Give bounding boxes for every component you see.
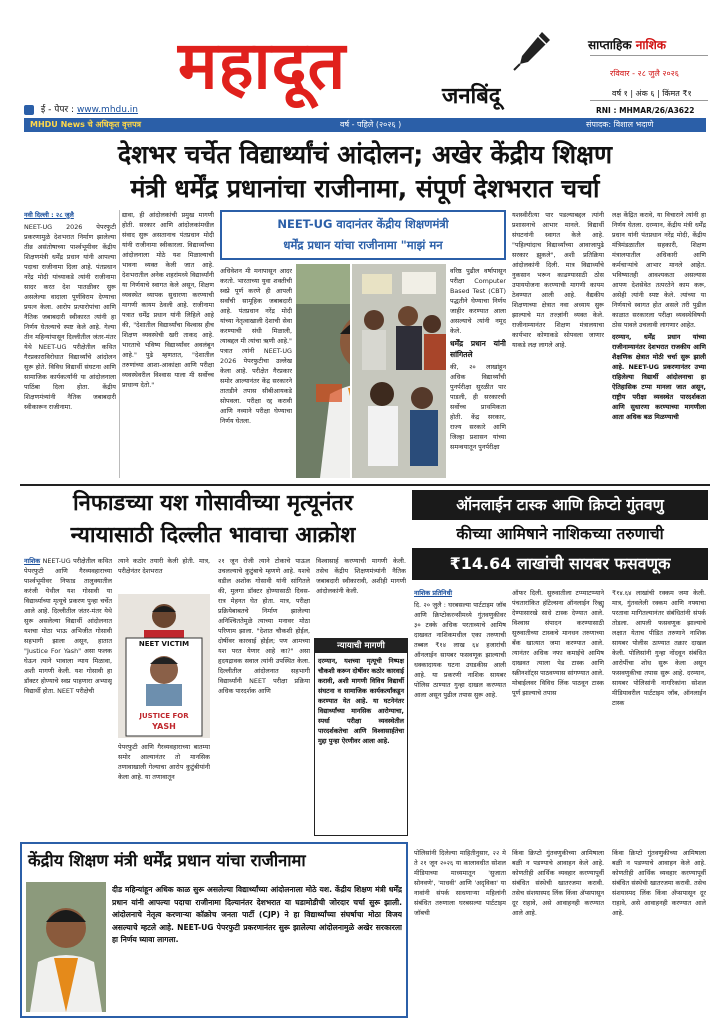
story3-text-col3: ₹१४.६४ लाखांची रक्कम जमा केली. मात्र, गुंतवलेली रक्कम आणि नफ्याचा परतावा मागितल्यानंतर संबंधितांनी संपर्क तोडला. आपली फसवणूक झाल्याचे लक्षात येताच पीडित तरुणाने नाशिक सायबर पोलीस ठाण्यात तक्रार दाखल केली. पोलिसांनी गुन्हा नोंदवून संबंधित आरोपींचा शोध सुरू केला असून फसवणुकीचा तपास सुरू आहे. दरम्यान, सायबर पोलिसांनी नागरिकांना सोशल मीडियावरील पार्टटाइम जॉब, ऑनलाईन टास्क — [612, 589, 706, 707]
story3-text-col1: दि. २० जुलै : घरबसल्या पार्टटाइम जॉब आणि क्रिप्टोकरन्सीमध्ये गुंतवणुकीवर ३० टक्के अधिक परताव्याचे आमिष दाखवत नाशिकमधील एका तरुणाची तब्बल ₹१४ लाख ६४ हजारांची ऑनलाईन सायबर फसवणूक झाल्याची धक्कादायक घटना उघडकीस आली आहे. या प्रकरणी नाशिक सायबर पोलिस ठाण्यात गुन्हा दाखल करण्यात आला असून पुढील तपास सुरू आहे. — [414, 601, 506, 699]
story3-col5 — [512, 848, 604, 1014]
epaper-row — [24, 102, 138, 115]
story1-text-col1: NEET-UG 2026 पेपरफुटी प्रकरणामुळे देशभरात निर्माण झालेल्या तीव्र असंतोषाच्या पार्श्वभूमीवर केंद्रीय शिक्षणमंत्री धर्मेंद्र प्रधान यांनी आपल्या पदाचा राजीनामा दिला आहे. पंतप्रधान नरेंद्र मोदी यांच्याकडे त्यांनी राजीनामा सादर करत देश पातळीवर सुरू असलेल्या वादाला पूर्णविराम देण्याचा प्रयत्न केला. आरोप प्रत्यारोपांचा आणि नैतिक जबाबदारी स्वीकारत त्यांनी हा निर्णय घेतल्याचे स्पष्ट केले आहे. गेल्या तीन महिन्यांपासून दिल्लीतील जंतर-मंतर येथे NEET-UG परीक्षेतील कथित गैरप्रकाराविरोधात विद्यार्थ्यांचे आंदोलन सुरू होते. विविध विद्यार्थी संघटना आणि सामाजिक कार्यकर्त्यांनी या आंदोलनाला पाठिंबा दिला होता. केंद्रीय शिक्षणमंत्र्यांनी नैतिक जबाबदारी स्वीकारून राजीनामा. — [24, 223, 116, 411]
story2-col4-top — [316, 556, 406, 636]
story3-text-col2: ऑफर दिली. सुरुवातीला टप्प्याटप्प्याने पंचतारांकित हॉटेल्सना ऑनलाईन रिव्ह्यू देण्यासारखे साधे टास्क देण्यात आले. विश्वास संपादन करण्यासाठी सुरुवातीच्या टास्कचे मानधन तरुणाच्या बँक खात्यात जमा करण्यात आले. त्यानंतर अधिक नफा कमाईचे आमिष दाखवत त्याला पेड टास्क आणि स्क्रीनशॉट्स पाठवण्यास सांगण्यात आले. मोबाईलवर विविध लिंक पाठवून टास्क पूर्ण झाल्याचे तपास — [512, 589, 604, 697]
story1-col2 — [122, 210, 214, 478]
story2-headline — [20, 488, 406, 552]
epaper-link[interactable]: www.mhdu.in — [76, 105, 139, 115]
edition-type: साप्ताहिक — [588, 38, 632, 52]
story4-headline: केंद्रीय शिक्षण मंत्री धर्मेंद्र प्रधान यांचा राजीनामा — [28, 851, 306, 870]
story2-text-col3: २१ जून रोजी त्याने टोकाचे पाऊल उचलल्याचे कुटुंबाचे म्हणणे आहे. यशचे वडील अशोक गोसावी यांनी सांगितले की, मुलगा डॉक्टर होण्यासाठी दिवस-रात्र मेहनत घेत होता. मात्र, परीक्षा प्रक्रियेबाबतचे निर्माण झालेल्या अनिश्चिततेमुळे त्याच्या मनावर मोठा परिणाम झाला. "देशात चौकशी होईल, दोषींवर कारवाई होईल; पण आमच्या यश परत येणार आहे का?" असा हृदयद्रावक सवाल त्यांनी उपस्थित केला. दिल्लीतील आंदोलनात सहभागी विद्यार्थ्यांनी NEET परीक्षा प्रक्रिया अधिक पारदर्शक आणि — [218, 557, 310, 695]
story3-text-col5: किंवा क्रिप्टो गुंतवणुकीच्या आमिषाला बळी न पडण्याचे आवाहन केले आहे. कोणतीही आर्थिक व्यवहार करण्यापूर्वी संबंधित संस्थेची खातरजमा करावी. तसेच संशयास्पद लिंक किंवा ॲप्सपासून दूर राहावे, असे आवाहनही करण्यात आले आहे. — [512, 849, 604, 917]
story3-col5b — [612, 848, 706, 1014]
info-bar — [24, 118, 706, 132]
edition-block — [588, 36, 706, 53]
story2-text-col2-bottom: पेपरफुटी आणि गैरव्यवहाराच्या बातम्या समोर आल्यानंतर तो मानसिक तणावाखाली गेल्याचा आरोप कुटुंबीयांनी केला आहे. या तणावातून — [118, 743, 210, 781]
story3-headline-line2: कीच्या आमिषाने नाशिकच्या तरुणाची — [456, 525, 664, 543]
story2-dateline: नाशिक — [24, 557, 41, 565]
story2-col2-bottom — [118, 742, 210, 836]
story3-headline-box — [412, 490, 708, 582]
story2-text-col1: NEET-UG परीक्षेतील कथित पेपरफुटी आणि गैरव्यवहाराच्या पार्श्वभूमीवर निफाड तालुक्यातील करंजी येथील यश गोसावी या विद्यार्थ्याच्या मृत्यूचे प्रकरण पुन्हा चर्चेत आले आहे. दिल्लीतील जंतर-मंतर येथे सुरू असलेल्या विद्यार्थी आंदोलनात यशचा मोठा भाऊ अभिजीत गोसावी सहभागी झाला असून, हातात "Justice For Yash" असा फलक घेऊन त्याने भावाला न्याय मिळावा, अशी मागणी केली. यश गोसावी हा डॉक्टर होण्याचे स्वप्न पाहणारा अभ्यासू विद्यार्थी होता. NEET परीक्षेची — [24, 557, 112, 695]
story2-text-col4-top: विश्वासार्ह करण्याची मागणी केली. तसेच केंद्रीय शिक्षणमंत्र्यांनी नैतिक जबाबदारी स्वीकारावी, अशीही मागणी आंदोलकांनी केली. — [316, 557, 406, 595]
story1-col3 — [220, 266, 292, 478]
issue-line: वर्ष १ | अंक ६ | किंमत ₹१ — [612, 89, 692, 98]
newspaper-name: महादूत — [178, 26, 347, 104]
story2-box — [314, 638, 408, 836]
epaper-icon — [24, 105, 34, 115]
pen-icon — [512, 30, 552, 72]
story1-headline — [20, 138, 710, 206]
info-bar-left: MHDU News चे अधिकृत वृत्तपत्र — [30, 120, 142, 129]
rni-number: RNI : MHMAR/26/A3622 — [596, 106, 695, 115]
story1-col6 — [612, 210, 706, 478]
story4-body: दीड महिन्यांहून अधिक काळ सुरू असलेल्या विद्यार्थ्यांच्या आंदोलनाला मोठे यश. केंद्रीय शिक्षण मंत्री धर्मेंद्र प्रधान यांनी आपल्या पदाचा राजीनामा दिल्यानंतर देशभरात या घडामोडीची जोरदार चर्चा सुरू झाली. आंदोलनाचे नेतृत्व करणाऱ्या कॉक्रोच जनता पार्टी (CJP) ने हा विद्यार्थ्यांच्या संघर्षाचा मोठा विजय असल्याचे म्हटले आहे. NEET-UG पेपरफुटी प्रकरणानंतर सुरू झालेल्या आंदोलनामुळे अखेर सरकारला हा निर्णय घ्यावा लागला. — [112, 885, 402, 945]
story1-text-col6-bold: दरम्यान, धर्मेंद्र प्रधान यांच्या राजीनाम्यानंतर देशभरात राजकीय आणि शैक्षणिक क्षेत्रात मोठी चर्चा सुरू झाली आहे. NEET-UG प्रकरणानंतर उभ्या राहिलेल्या विद्यार्थी आंदोलनाचा हा ऐतिहासिक टप्पा मानला जात असून, राष्ट्रीय परीक्षा व्यवस्थेत पारदर्शकता आणि सुधारणा करण्याच्या मागणीला आता अधिक बळ मिळण्याची — [612, 333, 706, 421]
story1-text-col2: द्यावा, ही आंदोलकांची प्रमुख मागणी होती. सरकार आणि आंदोलकांमधील संवाद सुरू असतानाच पंतप्रधान मोदी यांनी राजीनामा स्वीकारला. विद्यार्थ्यांच्या आंदोलनाला मोठे यश मिळाल्याची भावना व्यक्त केली जात आहे. देशभरातील अनेक शहरांमध्ये विद्यार्थ्यांनी या निर्णयाचे स्वागत केले असून, शिक्षण व्यवस्थेत व्यापक सुधारणा करण्याची मागणी कायम ठेवली आहे. राजीनामा पत्रात धर्मेंद्र प्रधान यांनी लिहिले आहे की, "देशातील विद्यार्थ्यांचा विश्वास हीच शिक्षण व्यवस्थेची खरी ताकद आहे. भारताचे भविष्य विद्यार्थ्यांवर अवलंबून आहे." पुढे म्हणतात, "देशातील तरुणांच्या आशा-आकांक्षा आणि परीक्षा व्यवस्थेवरील विश्वास याला मी सर्वोच्च प्राधान्य देतो." — [122, 211, 214, 389]
story4-photo — [26, 882, 106, 1012]
story1-banner-line1: NEET-UG वादानंतर केंद्रीय शिक्षणमंत्री — [277, 217, 449, 231]
story1-banner-line2: धर्मेंद्र प्रधान यांचा राजीनामा "माझं मन — [283, 238, 443, 252]
story3-col2 — [512, 588, 604, 836]
story1-col1 — [24, 210, 116, 478]
epaper-label: ई - पेपर : — [40, 105, 75, 115]
story1-text-col4: वरिष्ठ पुढील वर्षापासून परीक्षा Computer Based Test (CBT) पद्धतीने घेण्याचा निर्णय जाहीर करण्यात आला असल्याचे त्यांनी नमूद केले. — [450, 267, 506, 335]
sign-text-justice: JUSTICE FOR — [139, 712, 189, 720]
story3-headline-line3: ₹14.64 लाखांची सायबर फसवणूक — [412, 548, 708, 580]
edition-city: नाशिक — [635, 38, 667, 52]
story2-box-text: दरम्यान, यशच्या मृत्यूची निष्पक्ष चौकशी करून दोषींवर कठोर कारवाई करावी, अशी मागणी विविध विद्यार्थी संघटना व सामाजिक कार्यकर्त्यांकडून करण्यात येत आहे. या घटनेनंतर विद्यार्थ्यांच्या मानसिक आरोग्याचा, स्पर्धा परीक्षा व्यवस्थेतील पारदर्शकतेचा आणि विश्वासार्हतेचा मुद्दा पुन्हा ऐरणीवर आला आहे. — [318, 657, 404, 745]
story2-headline-line2: न्यायासाठी दिल्लीत भावाचा आक्रोश — [70, 523, 356, 548]
story3-col1 — [414, 588, 506, 836]
story1-banner — [220, 210, 506, 260]
story1-text-col6: लक्ष केंद्रित करावे, या विचाराने त्यांनी हा निर्णय घेतला. दरम्यान, केंद्रीय मंत्री धर्मेंद्र प्रधान यांनी पंतप्रधान नरेंद्र मोदी, केंद्रीय मंत्रिमंडळातील सहकारी, शिक्षण मंत्रालयातील अधिकारी आणि कर्मचाऱ्यांचे आभार मानले आहेत. भविष्यातही आवश्यकता असल्यास आपण देशसेवेत तत्परतेने काम करू, असेही त्यांनी स्पष्ट केले. त्यांच्या या निर्णयाचे स्वागत होत असले तरी पुढील काळात सरकारला परीक्षा व्यवस्थेविषयी ठोस पावले उचलावी लागणार आहेत. — [612, 211, 706, 329]
sign-text-victim: NEET VICTIM — [138, 640, 190, 648]
story2-col1 — [24, 556, 112, 836]
yash-photo — [118, 594, 210, 738]
info-bar-right: संपादक: विशाल भदाणे — [586, 120, 654, 129]
story3-headline-line1: ऑनलाईन टास्क आणि क्रिप्टो गुंतवणु — [412, 490, 708, 520]
story1-text-col3: अधिवेशन मी मनापासून आदर करतो. भारताच्या युवा शक्तीची स्वप्ने पूर्ण करणे ही आपली सर्वांची सामूहिक जबाबदारी आहे. पंतप्रधान नरेंद्र मोदी यांच्या नेतृत्वाखाली देशाची सेवा करण्याची संधी मिळाली, त्याबद्दल मी त्यांचा ऋणी आहे." पत्रात त्यांनी NEET-UG 2026 पेपरफुटीचा उल्लेख केला आहे. परीक्षेत गैरप्रकार समोर आल्यानंतर केंद्र सरकारने तातडीने तपास सीबीआयकडे सोपवला. परीक्षा रद्द करावी आणि नव्याने परीक्षा घेण्याचा निर्णय घेतला. — [220, 267, 292, 425]
story1-headline-line2: मंत्री धर्मेंद्र प्रधानांचा राजीनामा, संपूर्ण देशभरात चर्चा — [130, 174, 600, 203]
story1-dateline: नवी दिल्ली : २८ जुलै — [24, 211, 74, 219]
story2-headline-line1: निफाडच्या यश गोसावीच्या मृत्यूनंतर — [72, 491, 353, 516]
story3-text-col4: पोलिसांनी दिलेल्या माहितीनुसार, २२ मे ते २१ जून २०२६ या कालावधीत सोशल मीडियाच्या माध्यमातून 'सुजाता सोनवणे', 'माधवी' आणि 'अदृविका' या नावांनी संपर्क साधणाऱ्या महिलांनी संबंधित तरुणाला घरबसल्या पार्टटाइम जॉबची — [414, 849, 506, 917]
story2-col2-top — [118, 556, 210, 592]
info-bar-center: वर्ष - पहिले (२०२६ ) — [340, 120, 402, 129]
story1-headline-line1: देशभर चर्चेत विद्यार्थ्यांचं आंदोलन; अखेर केंद्रीय शिक्षण — [117, 140, 613, 169]
story1-col4 — [450, 266, 506, 478]
story2-col3 — [218, 556, 310, 836]
story3-text-col5-continued: किंवा क्रिप्टो गुंतवणुकीच्या आमिषाला बळी न पडण्याचे आवाहन केले आहे. कोणतीही आर्थिक व्यवहार करण्यापूर्वी संबंधित संस्थेची खातरजमा करावी. तसेच संशयास्पद लिंक किंवा ॲप्सपासून दूर राहावे, असे आवाहनही करण्यात आले आहे. — [612, 849, 706, 917]
story1-text-col5: यशस्वीरीत्या पार पडल्याबद्दल त्यांनी प्रशासनाचे आभार मानले. विद्यार्थी संघटनांनी स्वागत केले आहे. "पहिल्यांदाच विद्यार्थ्यांच्या आवाजापुढे सरकार झुकले", अशी प्रतिक्रिया आंदोलकांनी दिली. मात्र विद्यार्थ्यांचे नुकसान भरून काढण्यासाठी ठोस उपाययोजना करण्याची मागणी कायम ठेवण्यात आली आहे. वैद्यकीय शिक्षणाच्या क्षेत्रात नवा अध्याय सुरू झाल्याचे मत तज्ज्ञांनी व्यक्त केले. राजीनाम्यानंतर शिक्षण मंत्रालयाचा कार्यभार कोणाकडे सोपवला जाणार याकडे लक्ष लागले आहे. — [512, 211, 604, 349]
story3-dateline: नाशिक प्रतिनिधी — [414, 589, 453, 597]
sign-text-yash: YASH — [152, 722, 176, 731]
story1-col5 — [512, 210, 604, 478]
story2-text-col2-top: त्याने कठोर तयारी केली होती. मात्र, परीक्षेनंतर देशभरात — [118, 557, 210, 575]
story1-text-col4b: की, २० लाखांहून अधिक विद्यार्थ्यांची पुनर्परीक्षा सुरळीत पार पाडली, ही सरकारची सर्वोच्च प्राथमिकता होती. केंद्र सरकार, राज्य सरकारे आणि जिल्हा प्रशासन यांच्या समन्वयातून पुनर्परीक्षा — [450, 363, 506, 451]
date-line: रविवार - २८ जुलै २०२६ — [610, 69, 679, 78]
story3-col4 — [414, 848, 506, 1014]
protest-photo — [350, 264, 446, 478]
story1-col4-subhead: धर्मेंद्र प्रधान यांनी सांगितले — [450, 339, 506, 359]
story2-box-title: न्यायाची मागणी — [315, 639, 407, 653]
newspaper-subtitle: जनबिंदू — [442, 83, 501, 109]
story3-col3 — [612, 588, 706, 836]
